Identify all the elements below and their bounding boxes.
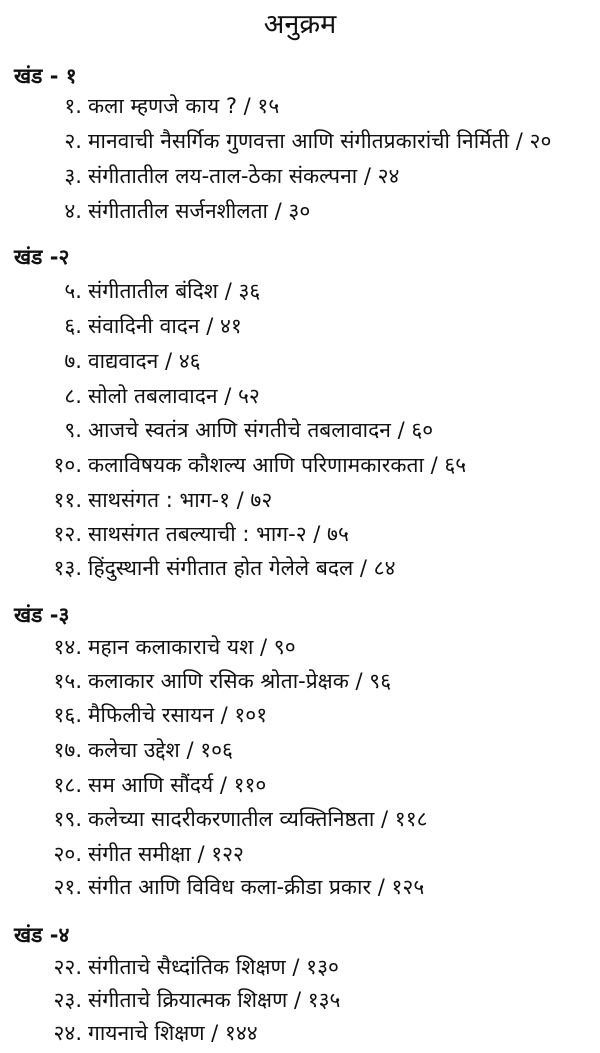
toc-entry	[0, 840, 600, 874]
entry-title: संगीत आणि विविध कला-क्रीडा प्रकार / १२५	[88, 875, 425, 899]
entry-number: ८.	[64, 384, 82, 408]
entry-title: कलेचा उद्देश / १०६	[88, 738, 233, 762]
entry-number: १०.	[53, 453, 82, 477]
entry-number: २२.	[53, 955, 82, 979]
toc-entry	[0, 736, 600, 770]
entry-number: १५.	[53, 669, 82, 693]
entry-title: कलेच्या सादरीकरणातील व्यक्तिनिष्ठता / ११८	[88, 807, 428, 831]
entry-title: मानवाची नैसर्गिक गुणवत्ता आणि संगीतप्रकारांची निर्मिती / २०	[88, 129, 552, 153]
toc-entry	[0, 486, 600, 520]
entry-number: २३.	[53, 988, 82, 1012]
toc-entry	[0, 197, 600, 231]
entry-number: १३.	[53, 556, 82, 580]
entry-number: ९.	[64, 418, 82, 442]
toc-entry	[0, 347, 600, 381]
toc-entry	[0, 1019, 600, 1053]
entry-title: संवादिनी वादन / ४१	[88, 314, 242, 338]
entry-title: कलाविषयक कौशल्य आणि परिणामकारकता / ६५	[88, 453, 467, 477]
entry-number: १२.	[53, 522, 82, 546]
section-heading-4: खंड -४	[14, 923, 70, 947]
entry-title: संगीत समीक्षा / १२२	[88, 842, 244, 866]
toc-entry	[0, 667, 600, 701]
toc-entry	[0, 633, 600, 667]
entry-title: सम आणि सौंदर्य / ११०	[88, 773, 267, 797]
entry-number: १८.	[53, 773, 82, 797]
entry-number: ११.	[53, 488, 82, 512]
entry-number: ६.	[64, 314, 82, 338]
entry-title: कला म्हणजे काय ? / १५	[88, 94, 280, 118]
toc-entry	[0, 277, 600, 311]
entry-title: संगीतातील बंदिश / ३६	[88, 279, 261, 303]
toc-entry	[0, 873, 600, 907]
toc-entry	[0, 92, 600, 126]
entry-number: २.	[64, 129, 82, 153]
entry-number: २१.	[53, 875, 82, 899]
entry-title: साथसंगत : भाग-१ / ७२	[88, 488, 273, 512]
entry-number: २०.	[53, 842, 82, 866]
entry-number: ७.	[64, 349, 82, 373]
toc-entry	[0, 312, 600, 346]
entry-title: महान कलाकाराचे यश / ९०	[88, 635, 296, 659]
entry-number: १४.	[53, 635, 82, 659]
entry-number: ४.	[64, 199, 82, 223]
entry-title: संगीतातील लय-ताल-ठेका संकल्पना / २४	[88, 164, 400, 188]
section-heading-2: खंड -२	[14, 245, 70, 269]
entry-title: संगीताचे क्रियात्मक शिक्षण / १३५	[88, 988, 341, 1012]
section-heading-3: खंड -३	[14, 603, 70, 627]
toc-entry	[0, 953, 600, 987]
entry-number: ५.	[64, 279, 82, 303]
entry-title: सोलो तबलावादन / ५२	[88, 384, 260, 408]
entry-number: ३.	[64, 164, 82, 188]
entry-number: १.	[64, 94, 82, 118]
entry-title: हिंदुस्थानी संगीतात होत गेलेले बदल / ८४	[88, 556, 396, 580]
toc-entry	[0, 805, 600, 839]
entry-title: कलाकार आणि रसिक श्रोता-प्रेक्षक / ९६	[88, 669, 392, 693]
toc-entry	[0, 520, 600, 554]
toc-entry	[0, 701, 600, 735]
entry-title: आजचे स्वतंत्र आणि संगतीचे तबलावादन / ६०	[88, 418, 434, 442]
toc-entry	[0, 554, 600, 588]
toc-entry	[0, 986, 600, 1020]
page-title: अनुक्रम	[263, 9, 337, 40]
toc-entry	[0, 771, 600, 805]
toc-entry	[0, 162, 600, 196]
section-heading-1: खंड - १	[14, 64, 77, 88]
entry-number: १९.	[53, 807, 82, 831]
entry-number: २४.	[53, 1021, 82, 1045]
entry-title: संगीतातील सर्जनशीलता / ३०	[88, 199, 311, 223]
entry-title: संगीताचे सैध्दांतिक शिक्षण / १३०	[88, 955, 339, 979]
entry-title: मैफिलीचे रसायन / १०१	[88, 703, 268, 727]
toc-entry	[0, 382, 600, 416]
toc-entry	[0, 451, 600, 485]
entry-title: वाद्यवादन / ४६	[88, 349, 201, 373]
toc-entry	[0, 127, 600, 161]
entry-number: १६.	[53, 703, 82, 727]
toc-entry	[0, 416, 600, 450]
entry-number: १७.	[53, 738, 82, 762]
entry-title: साथसंगत तबल्याची : भाग-२ / ७५	[88, 522, 349, 546]
entry-title: गायनाचे शिक्षण / १४४	[88, 1021, 258, 1045]
